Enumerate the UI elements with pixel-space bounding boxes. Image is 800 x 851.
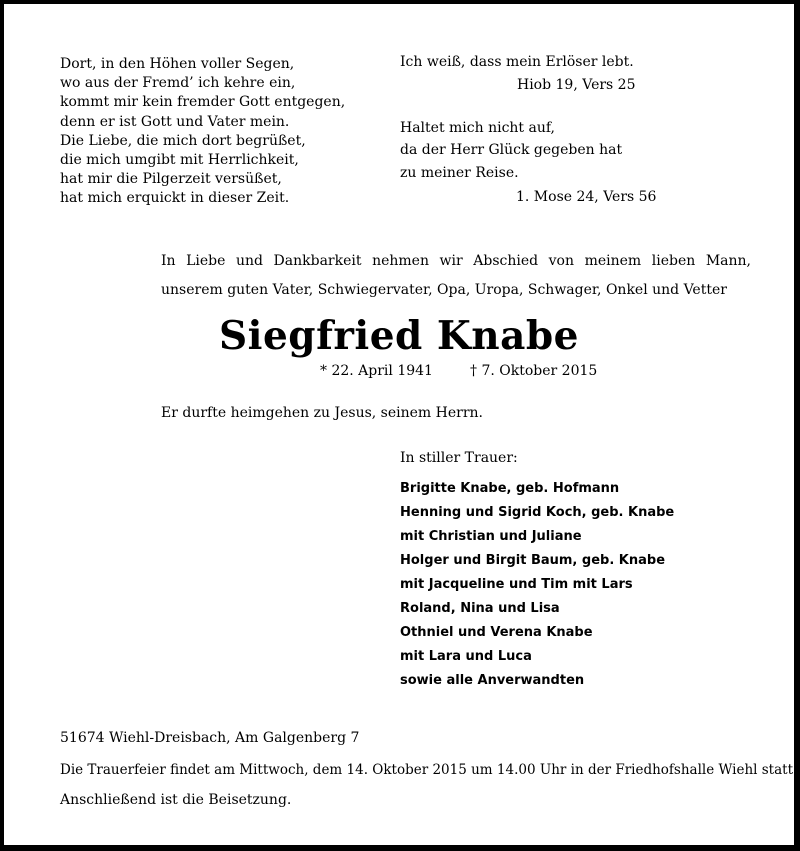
verse1-text: Ich weiß, dass mein Erlöser lebt.	[400, 54, 634, 70]
verse2-reference: 1. Mose 24, Vers 56	[516, 189, 657, 205]
verse2-line: Haltet mich nicht auf,	[400, 120, 556, 136]
mourner-line: mit Lara und Luca	[400, 649, 532, 664]
poem-line: die mich umgibt mit Herrlichkeit,	[60, 152, 299, 169]
tribute-text: Er durfte heimgehen zu Jesus, seinem Herrn.	[161, 405, 483, 421]
mourner-line: sowie alle Anverwandten	[400, 673, 585, 688]
verse2-line: zu meiner Reise.	[400, 165, 519, 181]
mourner-line: Roland, Nina und Lisa	[400, 601, 560, 616]
poem-line: denn er ist Gott und Vater mein.	[60, 113, 290, 130]
burial-info: Anschließend ist die Beisetzung.	[60, 792, 292, 808]
poem-line: hat mir die Pilgerzeit versüßet,	[60, 171, 282, 188]
poem-line: Dort, in den Höhen voller Segen,	[60, 56, 295, 72]
address: 51674 Wiehl-Dreisbach, Am Galgenberg 7	[60, 730, 360, 746]
verse1-reference: Hiob 19, Vers 25	[517, 77, 636, 93]
death-date: † 7. Oktober 2015	[470, 363, 598, 379]
mourner-line: Othniel und Verena Knabe	[400, 625, 593, 640]
verse2-line: da der Herr Glück gegeben hat	[400, 142, 623, 158]
mourning-heading: In stiller Trauer:	[400, 450, 518, 466]
mourner-line: Henning und Sigrid Koch, geb. Knabe	[400, 505, 675, 520]
service-info: Die Trauerfeier findet am Mittwoch, dem 14. Oktober 2015 um 14.00 Uhr in der Friedhofshalle Wiehl statt.	[60, 762, 798, 778]
mourner-line: Holger und Birgit Baum, geb. Knabe	[400, 553, 666, 568]
poem-line: Die Liebe, die mich dort begrüßet,	[60, 132, 306, 149]
poem-line: wo aus der Fremd’ ich kehre ein,	[60, 75, 296, 92]
deceased-name: Siegfried Knabe	[219, 313, 579, 359]
poem-line: kommt mir kein fremder Gott entgegen,	[60, 94, 346, 111]
poem-line: hat mich erquickt in dieser Zeit.	[60, 190, 290, 207]
mourner-line: Brigitte Knabe, geb. Hofmann	[400, 481, 620, 496]
birth-date: * 22. April 1941	[320, 363, 433, 379]
mourners-list	[400, 477, 674, 693]
poem	[60, 55, 345, 209]
intro-text: In Liebe und Dankbarkeit nehmen wir Abschied von meinem lieben Mann, unserem guten Vater, Schwiegervater, Opa, Uropa, Schwager, Onkel und Vetter	[161, 253, 751, 298]
mourner-line: mit Jacqueline und Tim mit Lars	[400, 577, 633, 592]
mourner-line: mit Christian und Juliane	[400, 529, 582, 544]
